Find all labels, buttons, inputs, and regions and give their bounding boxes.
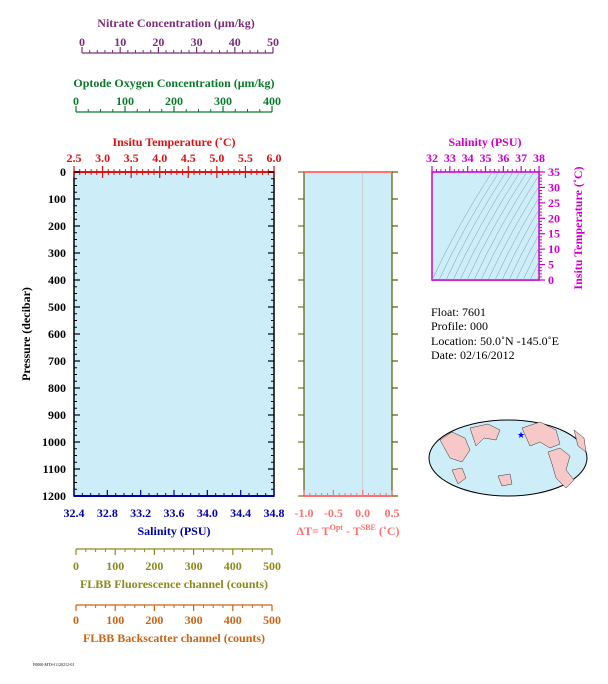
delta-t-axis-title: $\Delta T= T^{Opt} - T^{SBE}$ (˚C) <box>296 523 400 538</box>
ts-temperature-tick-label: 25 <box>548 195 560 210</box>
temperature-tick-label: 6.0 <box>266 151 282 165</box>
ts-salinity-tick-label: 33 <box>443 151 456 165</box>
backscatter-tick-label: 100 <box>106 613 125 627</box>
pressure-tick-label: 1200 <box>42 489 66 503</box>
pressure-tick-label: 900 <box>48 408 66 422</box>
temperature-tick-label: 4.5 <box>180 151 196 165</box>
ts-panel <box>432 172 539 280</box>
ts-salinity-tick-label: 32 <box>426 151 438 165</box>
fluorescence-tick-label: 400 <box>223 559 242 573</box>
backscatter-tick-label: 400 <box>223 613 242 627</box>
pressure-tick-label: 700 <box>48 354 66 368</box>
ts-temperature-tick-label: 30 <box>548 180 560 195</box>
backscatter-tick-label: 500 <box>263 613 281 627</box>
delta-t-tick-label: -1.0 <box>294 506 314 520</box>
delta-t-panel <box>304 172 392 496</box>
fluorescence-tick-label: 500 <box>263 559 281 573</box>
oxygen-axis-title: Optode Oxygen Concentration (μm/kg) <box>73 76 275 90</box>
salinity-tick-label: 33.6 <box>163 506 185 520</box>
salinity-tick-label: 34.0 <box>196 506 218 520</box>
oxygen-tick-label: 300 <box>214 94 232 108</box>
salinity-tick-label: 33.2 <box>130 506 152 520</box>
salinity-axis-title: Salinity (PSU) <box>137 524 211 538</box>
pressure-tick-label: 500 <box>48 300 66 314</box>
backscatter-axis-title: FLBB Backscatter channel (counts) <box>82 631 266 645</box>
backscatter-tick-label: 0 <box>73 613 79 627</box>
float-id: Float: 7601 <box>431 305 487 319</box>
oxygen-axis <box>73 76 281 112</box>
salinity-tick-label: 32.8 <box>96 506 118 520</box>
nitrate-tick-label: 10 <box>114 35 127 49</box>
pressure-tick-label: 400 <box>48 273 66 287</box>
ts-salinity-tick-label: 35 <box>479 151 492 165</box>
ts-temperature-tick-label: 15 <box>548 226 560 241</box>
nitrate-tick-label: 30 <box>190 35 203 49</box>
profile-panel <box>74 172 274 496</box>
fluorescence-axis-title: FLBB Fluorescence channel (counts) <box>79 577 269 591</box>
nitrate-tick-label: 40 <box>228 35 241 49</box>
temperature-tick-label: 4.0 <box>152 151 168 165</box>
oxygen-tick-label: 200 <box>165 94 183 108</box>
pressure-tick-label: 800 <box>48 381 66 395</box>
oxygen-tick-label: 100 <box>116 94 134 108</box>
world-map <box>429 420 587 496</box>
backscatter-tick-label: 200 <box>145 613 164 627</box>
ts-salinity-tick-label: 34 <box>461 151 474 165</box>
pressure-tick-label: 1100 <box>42 462 66 476</box>
salinity-tick-label: 34.4 <box>230 506 252 520</box>
ts-temperature-tick-label: 5 <box>548 257 554 272</box>
ts-temperature-tick-label: 35 <box>548 165 560 179</box>
pressure-tick-label: 300 <box>48 246 66 260</box>
pressure-tick-label: 600 <box>48 327 66 341</box>
temperature-tick-label: 2.5 <box>66 151 82 165</box>
nitrate-tick-label: 20 <box>152 35 165 49</box>
nitrate-axis-title: Nitrate Concentration (μm/kg) <box>97 16 255 30</box>
delta-t-tick-label: 0.5 <box>384 506 400 520</box>
temperature-tick-label: 3.0 <box>95 151 111 165</box>
temperature-tick-label: 5.0 <box>209 151 225 165</box>
fluorescence-tick-label: 300 <box>184 559 203 573</box>
ts-temperature-tick-label: 20 <box>548 211 560 226</box>
location: Location: 50.0˚N -145.0˚E <box>431 334 559 348</box>
pressure-tick-label: 200 <box>48 219 66 233</box>
ts-salinity-axis-title: Salinity (PSU) <box>448 135 522 149</box>
nitrate-tick-label: 50 <box>267 35 279 49</box>
salinity-tick-label: 32.4 <box>63 506 85 520</box>
pressure-tick-label: 1000 <box>42 435 66 449</box>
nitrate-axis <box>79 16 279 53</box>
fluorescence-tick-label: 200 <box>145 559 164 573</box>
temperature-tick-label: 3.5 <box>123 151 139 165</box>
temperature-axis-title: Insitu Temperature (˚C) <box>112 135 236 149</box>
date: Date: 02/16/2012 <box>431 348 515 362</box>
delta-t-tick-label: 0.0 <box>355 506 371 520</box>
pressure-tick-label: 0 <box>60 165 66 179</box>
ts-temperature-tick-label: 0 <box>548 273 554 287</box>
delta-t-tick-label: -0.5 <box>323 506 343 520</box>
salinity-tick-label: 34.8 <box>263 506 285 520</box>
float-info <box>431 305 559 362</box>
float-location-star-icon: ★ <box>516 430 526 440</box>
oxygen-tick-label: 0 <box>73 94 79 108</box>
oxygen-tick-label: 400 <box>263 94 281 108</box>
ts-temperature-axis-title: Insitu Temperature (˚C) <box>571 166 585 290</box>
ts-salinity-tick-label: 37 <box>515 151 528 165</box>
pressure-axis-title: Pressure (decibar) <box>19 287 33 381</box>
fluorescence-tick-label: 100 <box>106 559 125 573</box>
nitrate-tick-label: 0 <box>79 35 85 49</box>
temperature-tick-label: 5.5 <box>237 151 253 165</box>
pressure-tick-label: 100 <box>48 192 66 206</box>
ts-salinity-tick-label: 36 <box>497 151 510 165</box>
footer-code: F0000-MTS-G120212-01 <box>33 662 75 667</box>
ts-salinity-tick-label: 38 <box>533 151 545 165</box>
ts-temperature-tick-label: 10 <box>548 242 560 257</box>
fluorescence-tick-label: 0 <box>73 559 79 573</box>
profile-number: Profile: 000 <box>431 319 488 333</box>
backscatter-tick-label: 300 <box>184 613 203 627</box>
